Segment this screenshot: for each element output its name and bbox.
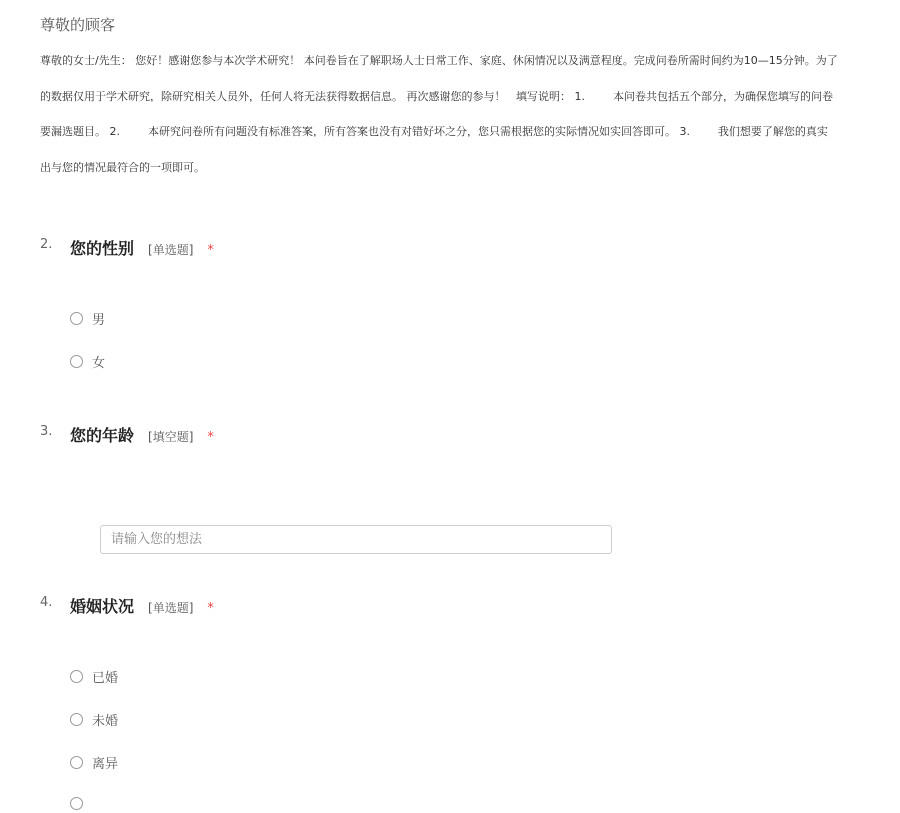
question-number: 2. — [40, 237, 53, 252]
question-title-text: 婚姻状况 — [70, 597, 135, 616]
question-header — [40, 236, 880, 260]
required-marker: * — [207, 243, 214, 258]
question-title — [70, 423, 214, 446]
radio-option-male[interactable] — [70, 308, 105, 328]
question-title — [70, 594, 214, 617]
radio-option-married[interactable] — [70, 666, 118, 686]
question-header — [40, 423, 880, 447]
intro-line: 出与您的情况最符合的一项即可。 — [40, 161, 205, 173]
question-age — [40, 423, 880, 447]
option-label: 未婚 — [92, 713, 119, 729]
age-input[interactable] — [100, 525, 612, 554]
radio-option-partial[interactable] — [70, 793, 83, 813]
radio-circle-icon[interactable] — [70, 355, 83, 368]
radio-option-divorced[interactable] — [70, 752, 118, 772]
radio-option-unmarried[interactable] — [70, 709, 118, 729]
option-label: 已婚 — [92, 670, 119, 686]
page-title: 尊敬的顾客 — [40, 16, 116, 34]
option-label: 女 — [92, 355, 106, 371]
question-number: 3. — [40, 424, 53, 439]
question-type-label: [填空题] — [148, 430, 194, 444]
question-type-label: [单选题] — [148, 601, 194, 615]
question-title — [70, 236, 214, 259]
question-title-text: 您的性别 — [70, 239, 135, 258]
option-label: 男 — [92, 312, 106, 328]
survey-intro — [40, 55, 900, 197]
question-number: 4. — [40, 595, 53, 610]
question-gender — [40, 236, 880, 371]
intro-line: 尊敬的女士/先生： 您好！感谢您参与本次学术研究！ 本问卷旨在了解职场人士日常工作、家庭、休闲情况以及满意程度。完成问卷所需时间约为10—15分钟。为了 — [40, 55, 838, 66]
radio-circle-icon[interactable] — [70, 670, 83, 683]
radio-circle-icon[interactable] — [70, 312, 83, 325]
option-label: 离异 — [92, 756, 119, 772]
radio-circle-icon[interactable] — [70, 756, 83, 769]
radio-circle-icon[interactable] — [70, 797, 83, 810]
question-title-text: 您的年龄 — [70, 426, 135, 445]
required-marker: * — [207, 430, 214, 445]
intro-line: 要漏选题目。 2. 本研究问卷所有问题没有标准答案，所有答案也没有对错好坏之分，您只需根据您的实际情况如实回答即可。 3. 我们想要了解您的真实 — [40, 126, 828, 137]
intro-line: 的数据仅用于学术研究，除研究相关人员外，任何人将无法获得数据信息。 再次感谢您的参与！ 填写说明： 1. 本问卷共包括五个部分，为确保您填写的问卷 — [40, 90, 833, 102]
radio-option-female[interactable] — [70, 351, 105, 371]
question-type-label: [单选题] — [148, 243, 194, 257]
required-marker: * — [207, 601, 214, 616]
question-header — [40, 594, 880, 618]
radio-circle-icon[interactable] — [70, 713, 83, 726]
question-marital-status — [40, 594, 880, 772]
